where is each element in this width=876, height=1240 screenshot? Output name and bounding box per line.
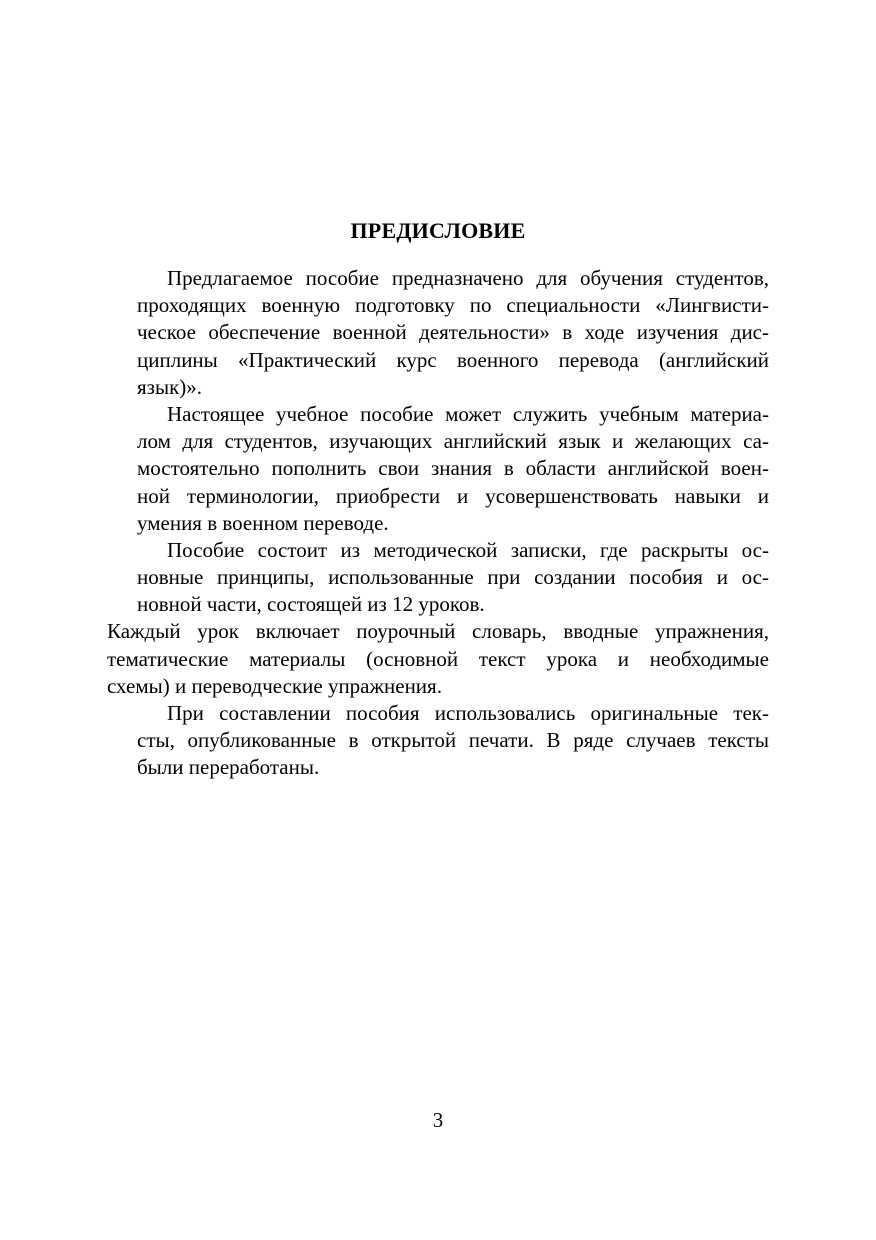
text-line: сты, опубликованные в открытой печати. В ряде случаев тексты <box>137 728 769 753</box>
preface-body <box>107 265 769 782</box>
text-line: были переработаны. <box>137 755 320 780</box>
paragraph-2 <box>107 401 769 537</box>
text-line: лом для студентов, изучающих английский язык и желающих са- <box>137 429 769 454</box>
paragraph-5 <box>107 700 769 782</box>
text-line: Каждый урок включает поурочный словарь, вводные упражнения, <box>107 619 769 644</box>
page-number: 3 <box>432 1108 444 1132</box>
paragraph-3 <box>107 537 769 619</box>
text-line: проходящих военную подготовку по специальности «Лингвисти- <box>137 293 769 318</box>
text-line: Пособие состоит из методической записки, где раскрыты ос- <box>167 537 769 562</box>
text-line: умения в военном переводе. <box>137 510 389 535</box>
text-line: циплины «Практический курс военного перевода (английский <box>137 347 769 372</box>
text-line: мостоятельно пополнить свои знания в области английской воен- <box>137 456 769 481</box>
paragraph-4 <box>107 618 769 700</box>
text-line: Предлагаемое пособие предназначено для обучения студентов, <box>167 266 769 290</box>
text-line: тематические материалы (основной текст урока и необходимые <box>107 646 769 671</box>
page-title: ПРЕДИСЛОВИЕ <box>350 218 526 243</box>
text-line: новной части, состоящей из 12 уроков. <box>137 592 485 617</box>
text-line: Настоящее учебное пособие может служить учебным материа- <box>167 401 769 426</box>
text-line: язык)». <box>137 374 203 399</box>
text-line: новные принципы, использованные при создании пособия и ос- <box>137 565 769 590</box>
text-line: При составлении пособия использовались оригинальные тек- <box>167 701 769 725</box>
paragraph-1 <box>107 265 769 401</box>
text-line: ной терминологии, приобрести и усовершенствовать навыки и <box>137 483 769 508</box>
text-line: ческое обеспечение военной деятельности» в ходе изучения дис- <box>137 320 769 345</box>
text-line: схемы) и переводческие упражнения. <box>107 673 442 698</box>
